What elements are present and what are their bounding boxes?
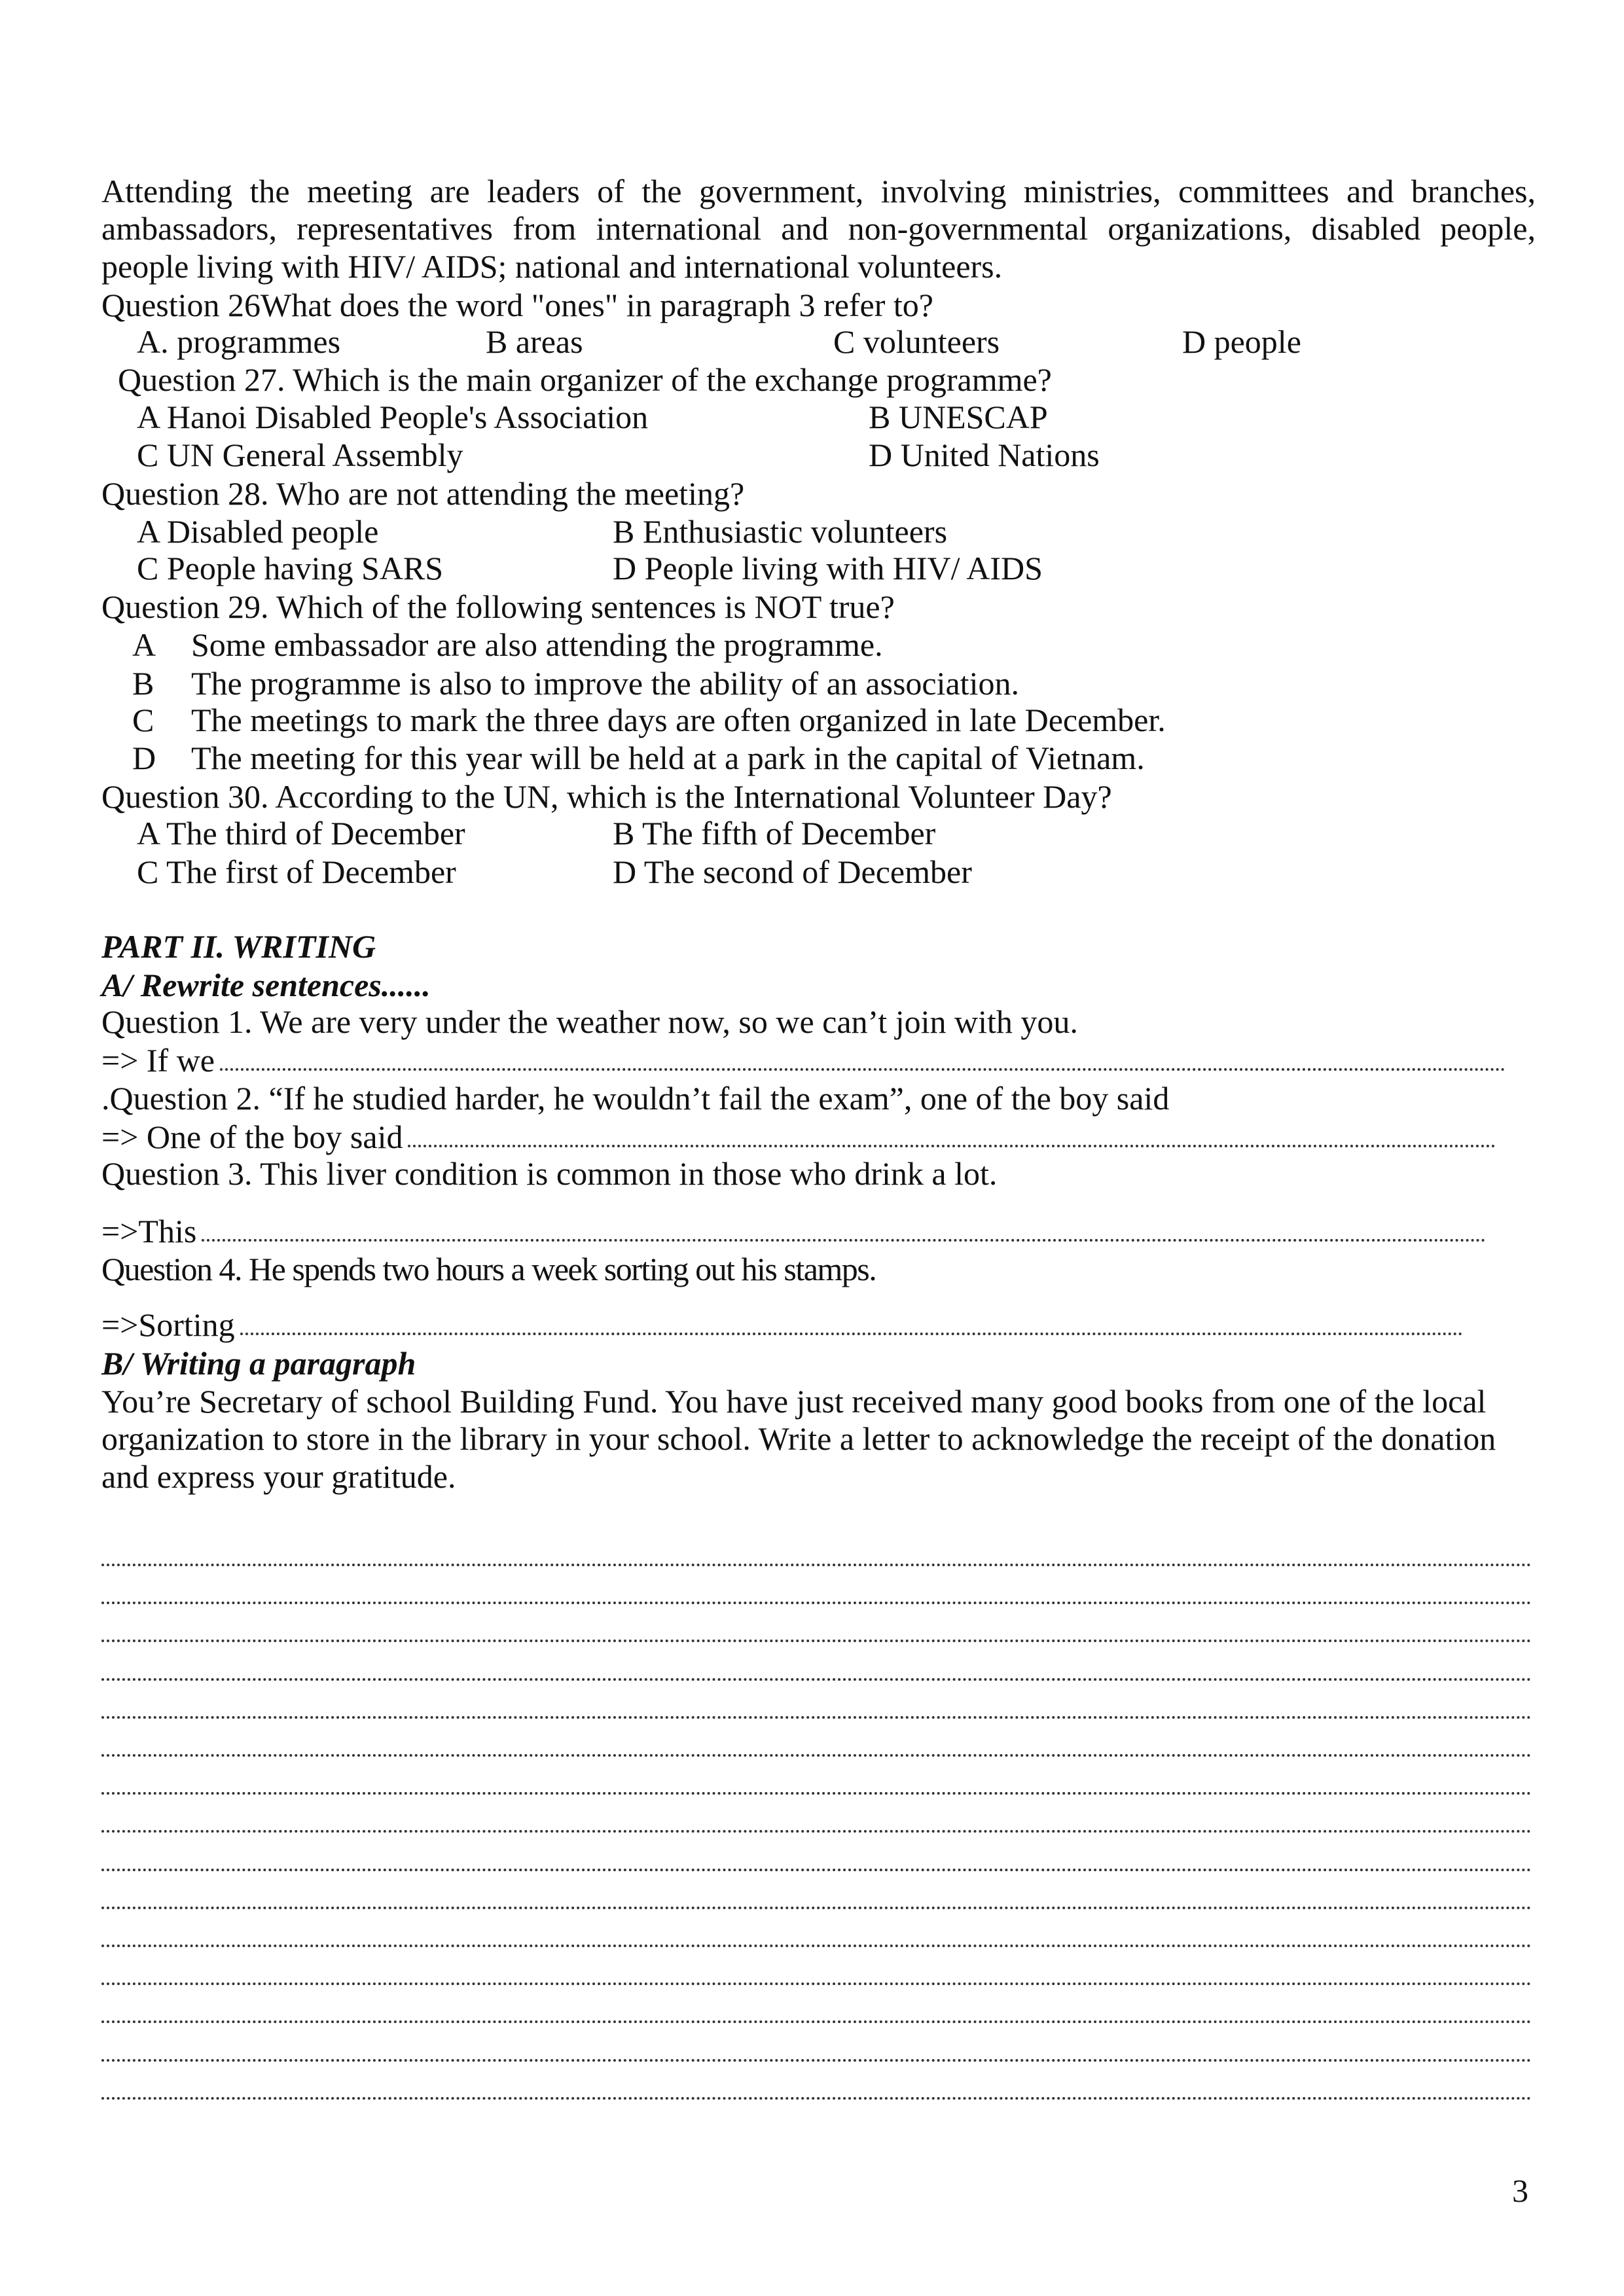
dotted-fill (220, 1068, 1506, 1071)
writing-dotted-line[interactable] (101, 1942, 1532, 1947)
q30-option-b: B The fifth of December (613, 815, 936, 852)
q27-option-a: A Hanoi Disabled People's Association (137, 399, 649, 435)
q28-option-c: C People having SARS (137, 550, 444, 586)
rewrite-answer-line[interactable] (101, 1117, 1496, 1157)
answer-prefix: => One of the boy said (101, 1119, 403, 1155)
q26-option-d: D people (1182, 323, 1301, 360)
rewrite-question: .Question 2. “If he studied harder, he wouldn’t fail the exam”, one of the boy said (101, 1080, 1170, 1117)
q27-option-b: B UNESCAP (869, 399, 1048, 435)
q29-option-text: Some embassador are also attending the programme. (191, 626, 883, 663)
q29-option-text: The meetings to mark the three days are often organized in late December. (191, 702, 1166, 738)
writing-dotted-line[interactable] (101, 2018, 1532, 2023)
writing-prompt-line: organization to store in the library in your school. Write a letter to acknowledge the receipt of the donation (101, 1420, 1496, 1457)
writing-dotted-line[interactable] (101, 1637, 1532, 1642)
writing-dotted-line[interactable] (101, 1561, 1532, 1566)
passage-line: people living with HIV/ AIDS; national and international volunteers. (101, 248, 1003, 285)
passage-line: ambassadors, representatives from international and non-governmental organizations, disabled people, (101, 210, 1536, 247)
page-number: 3 (1512, 2172, 1528, 2209)
rewrite-question: Question 1. We are very under the weather now, so we can’t join with you. (101, 1003, 1078, 1040)
writing-dotted-line[interactable] (101, 1980, 1532, 1985)
question-29: Question 29. Which of the following sentences is NOT true? (101, 588, 895, 625)
writing-dotted-line[interactable] (101, 2056, 1532, 2062)
q26-option-a: A. programmes (137, 323, 341, 360)
q27-option-d: D United Nations (869, 437, 1100, 473)
answer-prefix: =>This (101, 1213, 197, 1249)
q29-option-letter: C (132, 702, 154, 738)
q29-option-text: The meeting for this year will be held at a park in the capital of Vietnam. (191, 740, 1145, 776)
writing-dotted-line[interactable] (101, 1866, 1532, 1871)
q29-option-letter: D (132, 740, 156, 776)
q28-option-b: B Enthusiastic volunteers (613, 513, 948, 550)
dotted-fill (408, 1145, 1496, 1147)
question-28: Question 28. Who are not attending the meeting? (101, 475, 745, 512)
section-b-title: B/ Writing a paragraph (101, 1345, 416, 1382)
q30-option-c: C The first of December (137, 853, 456, 890)
rewrite-question: Question 3. This liver condition is common in those who drink a lot. (101, 1155, 998, 1192)
q28-option-a: A Disabled people (137, 513, 379, 550)
q30-option-a: A The third of December (137, 815, 465, 852)
writing-dotted-line[interactable] (101, 2094, 1532, 2100)
dotted-fill (240, 1333, 1463, 1335)
writing-dotted-line[interactable] (101, 1904, 1532, 1909)
writing-dotted-line[interactable] (101, 1827, 1532, 1833)
passage-line: Attending the meeting are leaders of the government, involving ministries, committees and branches, (101, 173, 1536, 209)
q29-option-letter: B (132, 665, 154, 702)
writing-dotted-line[interactable] (101, 1599, 1532, 1604)
dotted-fill (202, 1239, 1486, 1242)
section-a-title: A/ Rewrite sentences...... (101, 967, 431, 1003)
rewrite-answer-line[interactable] (101, 1211, 1486, 1251)
q26-option-c: C volunteers (833, 323, 1000, 360)
writing-prompt-line: You’re Secretary of school Building Fund. You have just received many good books from one of the local (101, 1383, 1487, 1420)
writing-dotted-line[interactable] (101, 1789, 1532, 1795)
rewrite-answer-line[interactable] (101, 1305, 1463, 1344)
writing-dotted-line[interactable] (101, 1751, 1532, 1757)
writing-prompt-line: and express your gratitude. (101, 1458, 456, 1495)
q29-option-letter: A (132, 626, 156, 663)
q29-option-text: The programme is also to improve the ability of an association. (191, 665, 1019, 702)
q27-option-c: C UN General Assembly (137, 437, 463, 473)
question-26: Question 26What does the word "ones" in paragraph 3 refer to? (101, 287, 933, 323)
writing-dotted-line[interactable] (101, 1676, 1532, 1681)
part-title: PART II. WRITING (101, 928, 376, 965)
answer-prefix: =>Sorting (101, 1306, 235, 1343)
question-27: Question 27. Which is the main organizer of the exchange programme? (118, 361, 1052, 398)
q26-option-b: B areas (486, 323, 583, 360)
writing-dotted-line[interactable] (101, 1713, 1532, 1719)
rewrite-question: Question 4. He spends two hours a week sorting out his stamps. (101, 1251, 876, 1287)
rewrite-answer-line[interactable] (101, 1041, 1506, 1080)
question-30: Question 30. According to the UN, which is the International Volunteer Day? (101, 778, 1112, 815)
answer-prefix: => If we (101, 1042, 215, 1079)
q28-option-d: D People living with HIV/ AIDS (613, 550, 1043, 586)
q30-option-d: D The second of December (613, 853, 972, 890)
